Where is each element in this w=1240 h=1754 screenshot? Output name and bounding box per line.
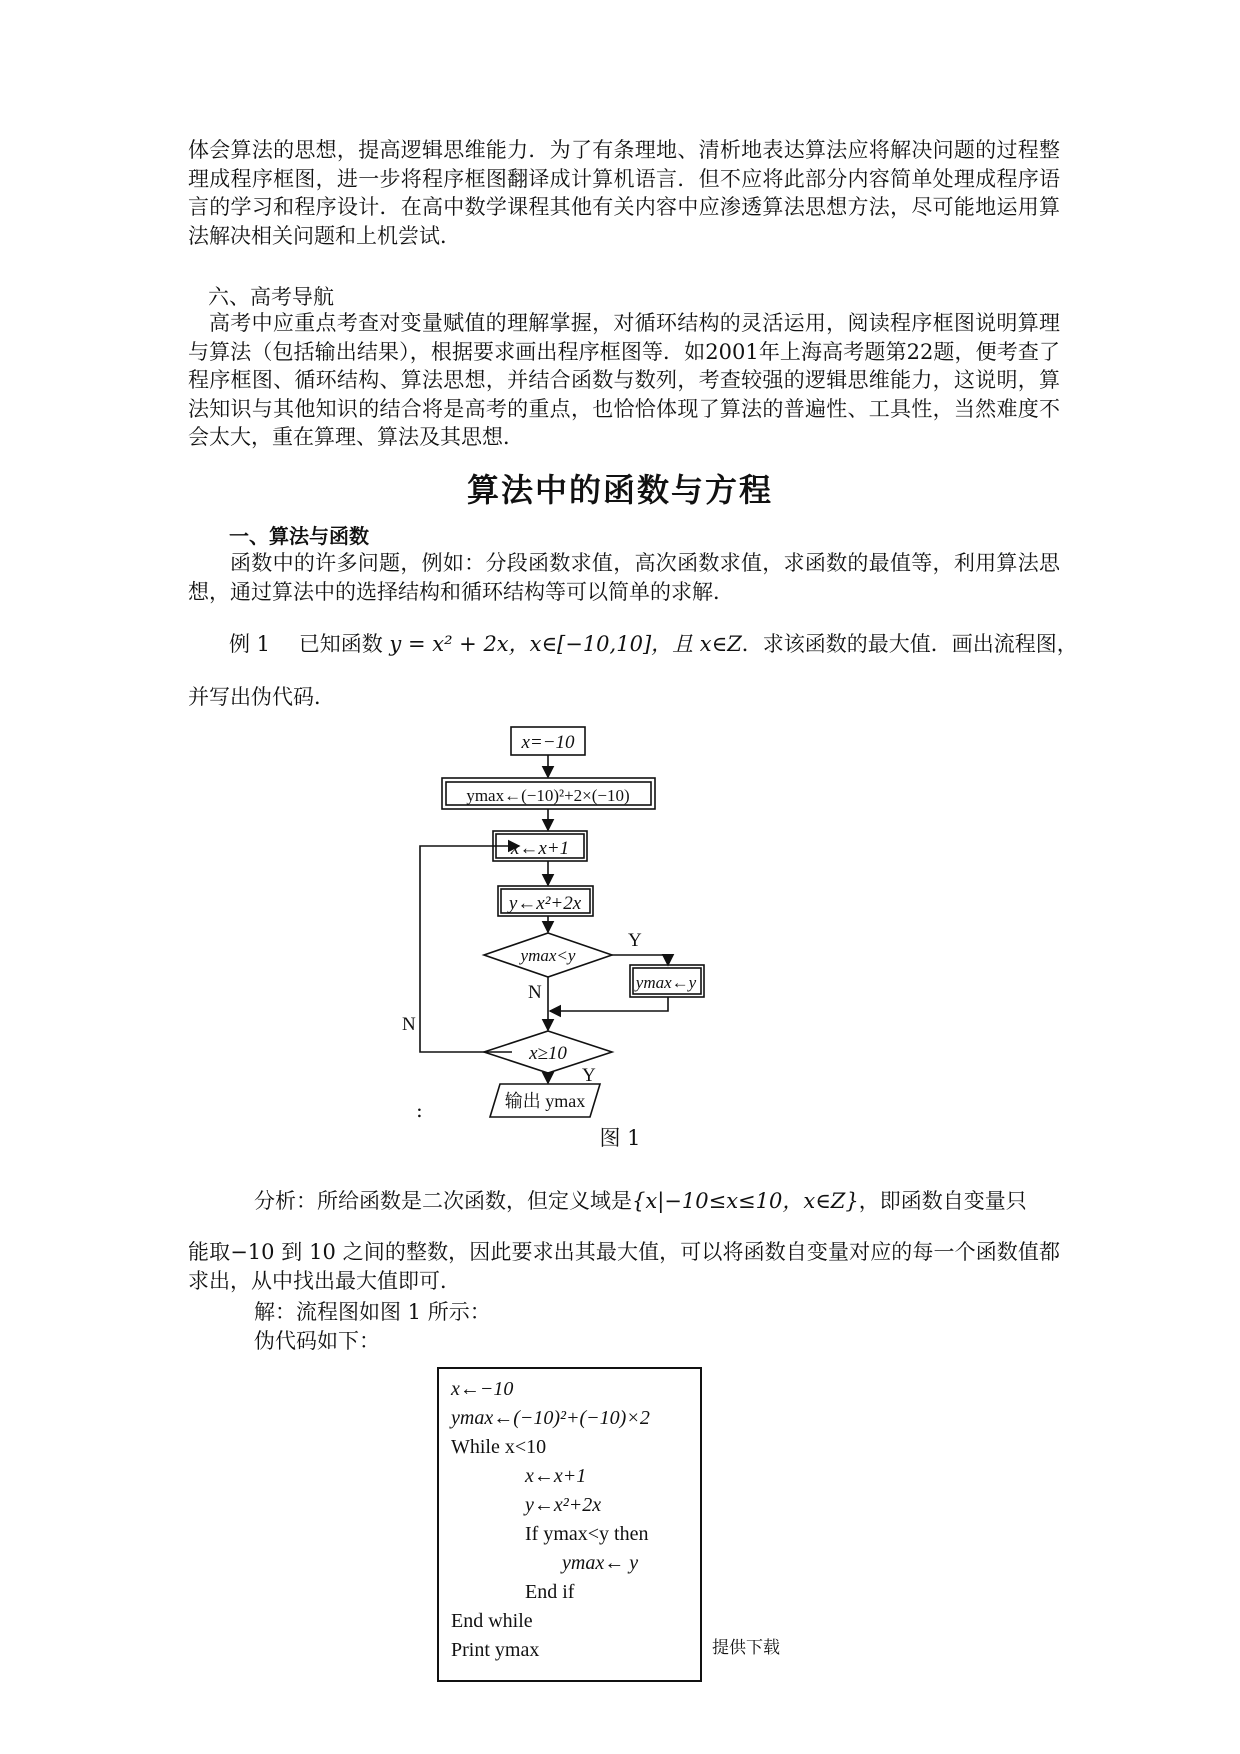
example-line: [229, 628, 1078, 658]
analysis-domain-set: {x|−10≤x≤10，x∈Z}: [632, 1189, 859, 1213]
flow-text-init-ymax: ymax←(−10)²+2×(−10): [466, 786, 630, 805]
section-one-heading: 一、算法与函数: [229, 524, 369, 548]
flowchart-diagram: [400, 725, 720, 1120]
example-text-c: 并写出伪代码．: [188, 685, 335, 709]
figure-caption: 图 1: [599, 1126, 641, 1150]
flow-text-output: 输出 ymax: [504, 1091, 586, 1111]
pseudocode-box: [437, 1367, 702, 1682]
section-six-paragraph: 高考中应重点考查对变量赋值的理解掌握，对循环结构的灵活运用，阅读程序框图说明算理与算法（包括输出结果），根据要求画出程序框图等．如2001年上海高考题第22题，便考查了程序框图、循环结构、算法思想，并结合函数与数列，考查较强的逻辑思维能力，这说明，算法知识与其他知识的结合将是高考的重点，也恰恰体现了算法的普遍性、工具性，当然难度不会太大，重在算理、算法及其思想．: [188, 311, 1060, 449]
code-line-5: y←x²+2x: [525, 1494, 602, 1516]
analysis-label: 分析：所给函数是二次函数，但定义域是: [254, 1189, 632, 1213]
section-one-paragraph: 函数中的许多问题，例如：分段函数求值，高次函数求值，求函数的最值等，利用算法思想，通过算法中的选择结构和循环结构等可以简单的求解．: [188, 551, 1060, 604]
example-formula: y = x² + 2x，x∈[−10,10]，且 x∈Z: [389, 632, 742, 656]
intro-paragraph: 体会算法的思想，提高逻辑思维能力．为了有条理地、清析地表达算法应将解决问题的过程整理成程序框图，进一步将程序框图翻译成计算机语言．但不应将此部分内容简单处理成程序语言的学习和程序设计．在高中数学课程其他有关内容中应渗透算法思想方法，尽可能地运用算法解决相关问题和上机尝试．: [188, 138, 1060, 248]
flow-text-cond2: x≥10: [529, 1043, 567, 1064]
flow-label-no-1: N: [528, 982, 542, 1003]
article-title: 算法中的函数与方程: [466, 471, 773, 509]
flow-text-init-x: x=−10: [521, 732, 575, 753]
code-line-1: x←−10: [451, 1378, 514, 1400]
code-line-3: While x<10: [451, 1436, 547, 1458]
flow-text-step-y: y←x²+2x: [508, 893, 582, 914]
example-text-b: ．求该函数的最大值．画出流程图，: [741, 632, 1078, 656]
flow-text-step-x: x←x+1: [510, 838, 570, 859]
example-text-a: 已知函数: [298, 632, 383, 656]
analysis-paragraph: 能取−10 到 10 之间的整数，因此要求出其最大值，可以将函数自变量对应的每一个函数值都求出，从中找出最大值即可．: [188, 1240, 1060, 1293]
section-six-heading: 六、高考导航: [208, 285, 334, 309]
flow-text-cond1: ymax<y: [520, 946, 576, 965]
download-watermark: 提供下载: [712, 1638, 780, 1658]
stray-colon: :: [416, 1098, 423, 1122]
solution-line: 解：流程图如图 1 所示：: [254, 1300, 491, 1324]
flow-label-yes-1: Y: [628, 930, 642, 951]
code-line-10: Print ymax: [451, 1639, 540, 1661]
code-line-4: x←x+1: [525, 1465, 587, 1487]
code-line-2: ymax←(−10)²+(−10)×2: [451, 1407, 650, 1429]
flow-label-no-2: N: [402, 1014, 416, 1035]
flow-label-yes-2: Y: [582, 1065, 596, 1086]
example-label: 例 1: [229, 632, 271, 656]
code-line-9: End while: [451, 1610, 533, 1632]
code-line-6: If ymax<y then: [525, 1523, 649, 1545]
flow-text-assign: ymax←y: [635, 973, 697, 992]
analysis-line: [254, 1185, 1027, 1215]
code-line-8: End if: [525, 1581, 575, 1603]
code-line-7: ymax← y: [562, 1552, 639, 1574]
analysis-text-a: ，即函数自变量只: [858, 1189, 1027, 1213]
pseudocode-intro: 伪代码如下：: [254, 1329, 380, 1353]
